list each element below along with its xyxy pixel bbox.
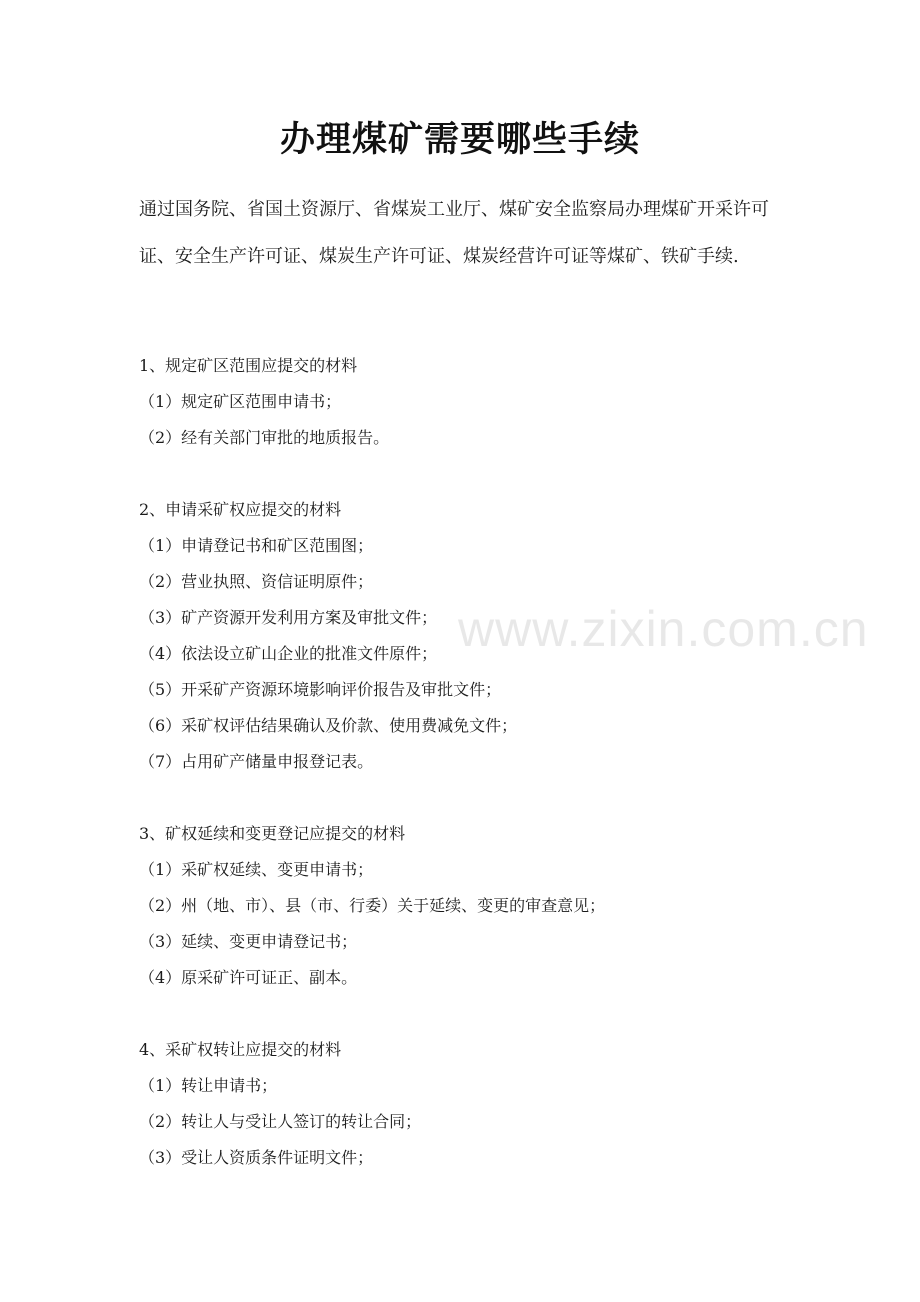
- list-item: （1）申请登记书和矿区范围图；: [139, 536, 374, 555]
- list-item: （3）矿产资源开发利用方案及审批文件；: [139, 608, 438, 627]
- list-item: （4）原采矿许可证正、副本。: [139, 968, 358, 987]
- list-item: （2）转让人与受让人签订的转让合同；: [139, 1112, 422, 1131]
- list-item: （2）营业执照、资信证明原件；: [139, 572, 374, 591]
- section-heading: 1、规定矿区范围应提交的材料: [139, 356, 358, 375]
- section-2: [139, 496, 789, 784]
- page-title: 办理煤矿需要哪些手续: [279, 120, 640, 160]
- list-item: （2）州（地、市）、县（市、行委）关于延续、变更的审查意见；: [139, 896, 606, 915]
- list-item: （1）规定矿区范围申请书；: [139, 392, 342, 411]
- list-item: （4）依法设立矿山企业的批准文件原件；: [139, 644, 438, 663]
- section-heading: 2、申请采矿权应提交的材料: [139, 500, 342, 519]
- sections-container: [139, 352, 789, 1216]
- intro-paragraph: 通过国务院、省国土资源厅、省煤炭工业厅、煤矿安全监察局办理煤矿开采许可证、安全生产许可证、煤炭生产许可证、煤炭经营许可证等煤矿、铁矿手续.: [139, 199, 769, 267]
- section-4: [139, 1036, 789, 1180]
- watermark-text: www.zixin.com.cn: [458, 601, 869, 657]
- list-item: （5）开采矿产资源环境影响评价报告及审批文件；: [139, 680, 502, 699]
- section-1: [139, 352, 789, 460]
- list-item: （6）采矿权评估结果确认及价款、使用费减免文件；: [139, 716, 518, 735]
- list-item: （1）转让申请书；: [139, 1076, 278, 1095]
- list-item: （2）经有关部门审批的地质报告。: [139, 428, 390, 447]
- section-heading: 4、采矿权转让应提交的材料: [139, 1040, 342, 1059]
- list-item: （1）采矿权延续、变更申请书；: [139, 860, 374, 879]
- list-item: （3）延续、变更申请登记书；: [139, 932, 358, 951]
- section-heading: 3、矿权延续和变更登记应提交的材料: [139, 824, 406, 843]
- list-item: （7）占用矿产储量申报登记表。: [139, 752, 374, 771]
- list-item: （3）受让人资质条件证明文件；: [139, 1148, 374, 1167]
- section-3: [139, 820, 789, 1000]
